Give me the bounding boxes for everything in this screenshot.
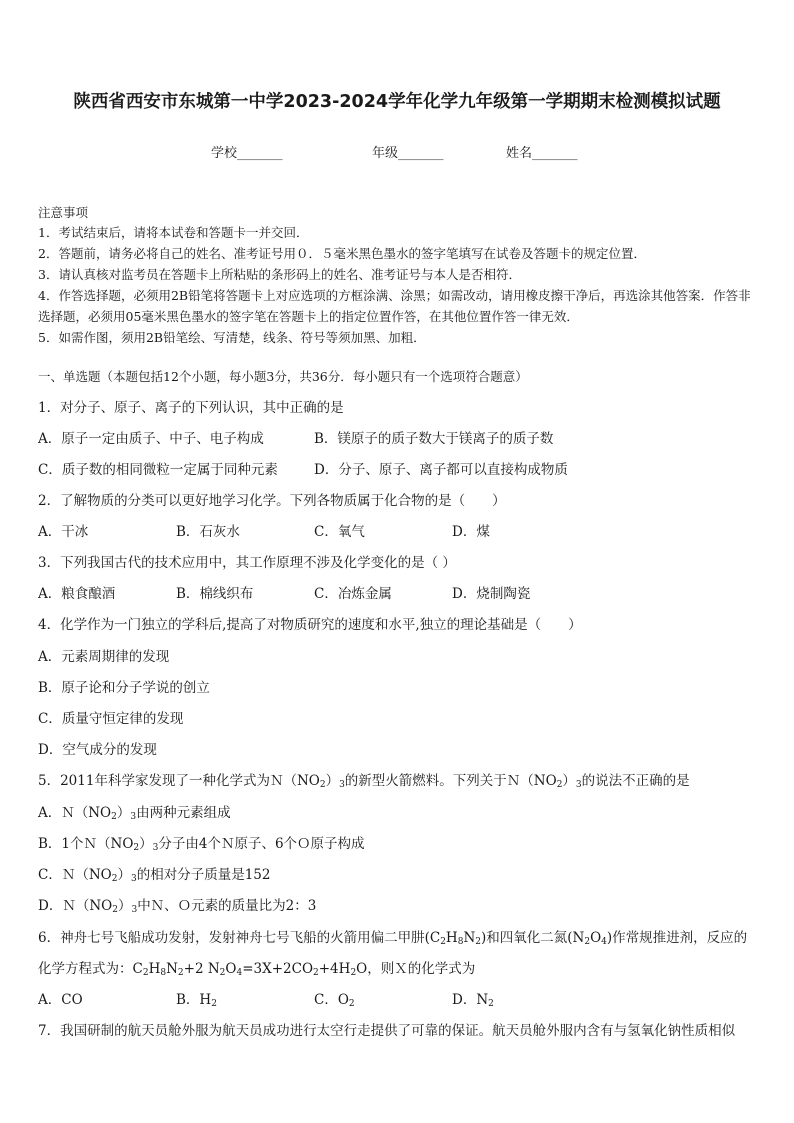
subscript: 2 xyxy=(313,968,319,978)
subscript: 2 xyxy=(111,812,117,822)
stem-text: H xyxy=(148,961,161,977)
q6-option-b xyxy=(176,988,217,1009)
question-2-stem: 2．了解物质的分类可以更好地学习化学。下列各物质属于化合物的是（ ） xyxy=(38,493,506,509)
stem-text: )作常规推进剂，反应的 xyxy=(606,930,748,946)
option-letter: A． xyxy=(38,805,62,821)
q5-option-c xyxy=(38,863,270,884)
option-letter: C． xyxy=(38,867,62,883)
option-text: C．O xyxy=(314,992,349,1008)
subscript: 2 xyxy=(211,999,217,1009)
option-text: B．H xyxy=(176,992,212,1008)
subscript: 2 xyxy=(142,968,149,978)
stem-text: H xyxy=(445,930,458,946)
subscript: 3 xyxy=(131,905,138,915)
subscript: 4 xyxy=(236,968,243,978)
subscript: 3 xyxy=(152,843,159,853)
subscript: 2 xyxy=(348,999,355,1009)
subscript: 8 xyxy=(160,968,167,978)
formula: Ｎ（NO xyxy=(62,898,113,914)
section-heading: 一、单选题（本题包括12个小题，每小题3分，共36分．每小题只有一个选项符合题意） xyxy=(38,369,528,384)
question-6-stem xyxy=(38,926,747,947)
stem-text: +4H xyxy=(318,961,351,977)
note-item: 4．作答选择题，必须用2B铅笔将答题卡上对应选项的方框涂满、涂黑；如需改动，请用橡皮擦干净后，再选涂其他答案．作答非选择题，必须用05毫米黑色墨水的签字笔在答题卡上的指定位置作答，在其他位置作答一律无效． xyxy=(38,288,751,324)
q6-option-a: A．CO xyxy=(38,992,83,1008)
subscript: 2 xyxy=(440,937,446,947)
subscript: 3 xyxy=(339,780,345,790)
subscript: 2 xyxy=(488,999,494,1009)
subscript: 2 xyxy=(319,780,326,790)
stem-text: 6．神舟七号飞船成功发射，发射神舟七号飞船的火箭用偏二甲肼(C xyxy=(38,930,441,946)
q4-option-a: A．元素周期律的发现 xyxy=(38,649,170,665)
q5-stem-part: 的新型火箭燃料。下列关于Ｎ（NO xyxy=(344,773,557,789)
grade-field[interactable]: 年级_______ xyxy=(372,146,444,161)
formula: ） xyxy=(139,836,153,852)
stem-text: O xyxy=(225,961,237,977)
q5-option-b xyxy=(38,832,365,853)
subscript: 2 xyxy=(133,843,140,853)
subscript: 3 xyxy=(575,780,582,790)
page-title: 陕西省西安市东城第一中学2023-2024学年化学九年级第一学期期末检测模拟试题 xyxy=(73,92,721,112)
note-item: 5．如需作图，须用2B铅笔绘、写清楚，线条、符号等须加黑、加粗． xyxy=(38,330,426,345)
q4-option-d: D．空气成分的发现 xyxy=(38,742,157,758)
q3-option-d: D．烧制陶瓷 xyxy=(452,586,531,602)
subscript: 8 xyxy=(457,937,464,947)
subscript: 2 xyxy=(350,968,357,978)
q5-stem-part: 的说法不正确的是 xyxy=(581,773,690,789)
question-6-equation xyxy=(38,957,475,978)
stem-text: +2 N xyxy=(183,961,220,977)
subscript: 3 xyxy=(130,874,137,884)
subscript: 2 xyxy=(219,968,226,978)
stem-text: N xyxy=(463,930,476,946)
option-text: 由两种元素组成 xyxy=(136,805,231,821)
subscript: 2 xyxy=(475,937,481,947)
subscript: 2 xyxy=(111,874,118,884)
question-7-stem: 7．我国研制的航天员舱外服为航天员成功进行太空行走提供了可靠的保证。航天员舱外服内含有与氢氧化钠性质相似 xyxy=(38,1023,736,1039)
q2-option-a: A．干冰 xyxy=(38,524,89,540)
q1-option-b: B．镁原子的质子数大于镁离子的质子数 xyxy=(314,431,554,447)
formula: ） xyxy=(116,805,131,821)
question-5-stem xyxy=(38,769,690,790)
q5-stem-part: 5．2011年科学家发现了一种化学式为Ｎ（NO xyxy=(38,773,320,789)
q2-option-c: C．氧气 xyxy=(314,524,365,540)
q5-close: ） xyxy=(562,773,576,789)
stem-text: O xyxy=(590,930,602,946)
q1-option-d: D．分子、原子、离子都可以直接构成物质 xyxy=(314,462,568,478)
note-item: 3．请认真核对监考员在答题卡上所粘贴的条形码上的姓名、准考证号与本人是否相符． xyxy=(38,267,521,282)
option-text: D．N xyxy=(452,992,489,1008)
option-text: B．1个Ｎ（NO xyxy=(38,836,134,852)
formula: Ｎ（NO xyxy=(61,805,112,821)
option-text: 的相对分子质量是152 xyxy=(136,867,271,883)
question-3-stem: 3．下列我国古代的技术应用中，其工作原理不涉及化学变化的是（ ） xyxy=(38,555,456,571)
formula: ） xyxy=(117,867,131,883)
formula: ） xyxy=(117,898,132,914)
q3-option-c: C．冶炼金属 xyxy=(314,586,392,602)
question-1-stem: 1．对分子、原子、离子的下列认识，其中正确的是 xyxy=(38,400,344,416)
q3-option-b: B．棉线织布 xyxy=(176,586,254,602)
option-letter: D． xyxy=(38,898,63,914)
q3-option-a: A．粮食酿酒 xyxy=(38,586,116,602)
subscript: 2 xyxy=(112,905,118,915)
name-field[interactable]: 姓名_______ xyxy=(506,146,578,161)
q2-option-b: B．石灰水 xyxy=(176,524,240,540)
q6-option-c xyxy=(314,988,355,1009)
q1-option-a: A．原子一定由质子、中子、电子构成 xyxy=(38,431,264,447)
option-text: 分子由4个Ｎ原子、6个Ｏ原子构成 xyxy=(158,836,365,852)
subscript: 2 xyxy=(177,968,184,978)
school-field[interactable]: 学校_______ xyxy=(211,146,283,161)
notes-heading: 注意事项 xyxy=(38,205,89,220)
question-4-stem: 4．化学作为一门独立的学科后,提高了对物质研究的速度和水平,独立的理论基础是（ ） xyxy=(38,617,582,633)
option-text: 中Ｎ、Ｏ元素的质量比为2：3 xyxy=(137,898,317,914)
q4-option-c: C．质量守恒定律的发现 xyxy=(38,711,184,727)
q1-option-c: C．质子数的相同微粒一定属于同种元素 xyxy=(38,462,278,478)
q2-option-d: D．煤 xyxy=(452,524,490,540)
subscript: 2 xyxy=(584,937,591,947)
stem-text: =3X+2CO xyxy=(242,961,314,977)
q4-option-b: B．原子论和分子学说的创立 xyxy=(38,680,210,696)
stem-text: )和四氧化二氮(N xyxy=(480,930,585,946)
subscript: 4 xyxy=(601,937,607,947)
stem-text: O，则Ｘ的化学式为 xyxy=(356,961,476,977)
formula: Ｎ（NO xyxy=(61,867,112,883)
q5-close: ） xyxy=(325,773,340,789)
stem-text: 化学方程式为：C xyxy=(38,961,143,977)
q5-option-a xyxy=(38,801,231,822)
subscript: 2 xyxy=(556,780,563,790)
note-item: 2．答题前，请务必将自己的姓名、准考证号用０．５毫米黑色墨水的签字笔填写在试卷及答题卡的规定位置． xyxy=(38,246,646,261)
note-item: 1．考试结束后，请将本试卷和答题卡一并交回． xyxy=(38,225,309,240)
stem-text: N xyxy=(166,961,178,977)
subscript: 3 xyxy=(130,812,137,822)
q6-option-d xyxy=(452,988,494,1009)
q5-option-d xyxy=(38,894,316,915)
